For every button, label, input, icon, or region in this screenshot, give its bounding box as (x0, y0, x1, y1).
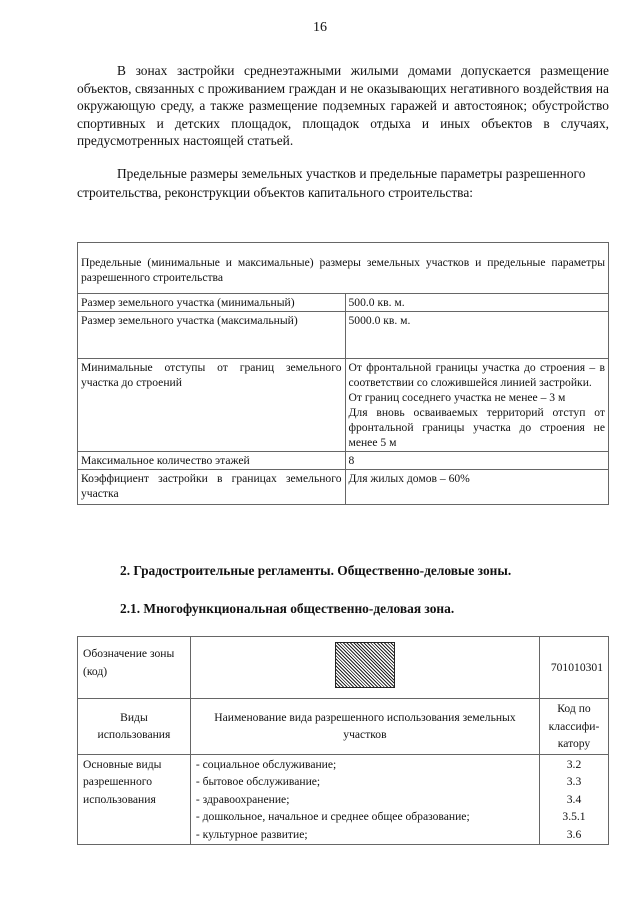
limits-row-value: 5000.0 кв. м. (345, 312, 609, 359)
limits-table-header-row (78, 243, 609, 294)
zone-hatch-pattern (335, 642, 395, 688)
paragraph-limits-intro (77, 164, 609, 202)
uses-list (190, 754, 539, 845)
limits-row-label: Минимальные отступы от границ земельного участка до строений (78, 359, 346, 452)
limits-row-value: 8 (345, 452, 609, 470)
limits-row-label: Максимальное количество этажей (78, 452, 346, 470)
paragraph-residential-zones-text: В зонах застройки среднеэтажными жилыми домами допускается размещение объектов, связанных с проживанием граждан и не оказывающих негативного воздействия на окружающую среду, а также размещение подземных гаражей и автостоянок; обустройство спортивных и детских площадок, площадок отдыха и иных объектов в случаях, предусмотренных настоящей статьей. (77, 63, 609, 148)
setback-new-territory: Для вновь осваиваемых территорий отступ от фронтальной границы участка до строения не менее 5 м (348, 406, 605, 449)
setback-neighbor: От границ соседнего участка не менее – 3 м (348, 391, 566, 404)
limits-row-label: Размер земельного участка (минимальный) (78, 294, 346, 312)
zone-table-header-row (78, 699, 609, 755)
use-code: 3.4 (566, 792, 582, 806)
table-row (78, 359, 609, 452)
subsection-heading: 2.1. Многофункциональная общественно-деловая зона. (120, 601, 455, 616)
section-heading: 2. Градостроительные регламенты. Общественно-деловые зоны. (120, 563, 512, 578)
use-name: - культурное развитие; (195, 827, 308, 841)
limits-row-value: Для жилых домов – 60% (345, 470, 609, 505)
use-code: 3.6 (566, 827, 582, 841)
zone-code: 701010301 (540, 637, 609, 699)
table-row (78, 470, 609, 505)
zone-row (78, 637, 609, 699)
use-name: - бытовое обслуживание; (195, 775, 321, 788)
use-name: - дошкольное, начальное и среднее общее образование; (195, 810, 470, 823)
limits-row-label: Коэффициент застройки в границах земельного участка (78, 470, 346, 505)
use-code: 3.5.1 (562, 810, 586, 823)
use-name: - здравоохранение; (195, 792, 290, 806)
use-code: 3.2 (566, 757, 582, 771)
limits-row-value (345, 359, 609, 452)
setback-front: От фронтальной границы участка до строения – в соответствии со сложившейся линией застройки. (348, 361, 605, 389)
limits-table-header: Предельные (минимальные и максимальные) размеры земельных участков и предельные параметры разрешенного строительства (78, 243, 609, 294)
limits-table (77, 242, 609, 505)
codes-list (540, 754, 609, 845)
page-number: 16 (313, 20, 327, 35)
table-row (78, 754, 609, 845)
zone-hatch-cell (190, 637, 539, 699)
table-row (78, 312, 609, 359)
paragraph-residential-zones (77, 62, 609, 150)
zone-table (77, 636, 609, 845)
use-code: 3.3 (566, 775, 582, 788)
main-uses-label: Основные виды разрешенного использования (78, 754, 191, 845)
use-name: - социальное обслуживание; (195, 757, 337, 771)
col-header-code: Код по классифи-катору (540, 699, 609, 755)
limits-row-label: Размер земельного участка (максимальный) (78, 312, 346, 359)
col-header-name: Наименование вида разрешенного использования земельных участков (190, 699, 539, 755)
zone-label: Обозначение зоны (код) (78, 637, 191, 699)
col-header-types: Виды использования (78, 699, 191, 755)
paragraph-limits-intro-text: Предельные размеры земельных участков и предельные параметры разрешенного строительства, реконструкции объектов капитального строительства: (77, 166, 586, 200)
limits-row-value: 500.0 кв. м. (345, 294, 609, 312)
table-row (78, 452, 609, 470)
table-row (78, 294, 609, 312)
